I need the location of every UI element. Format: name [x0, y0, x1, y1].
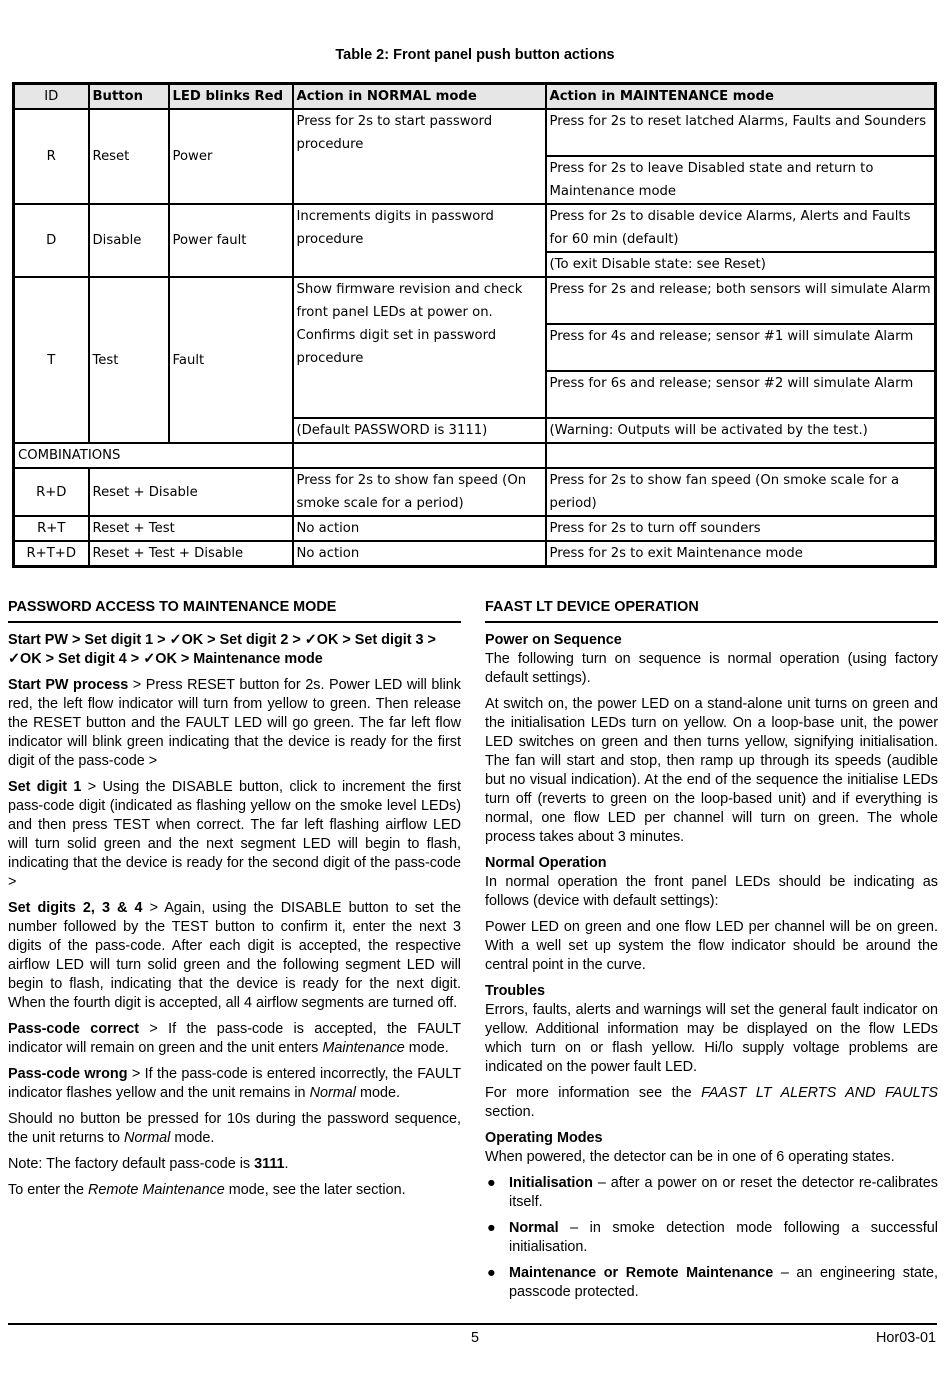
term: Normal: [509, 1220, 559, 1236]
text: To enter the: [8, 1182, 88, 1198]
subheading: Troubles: [485, 983, 545, 999]
cell-maintenance: (To exit Disable state: see Reset): [546, 252, 936, 277]
cell-button: Reset + Test: [89, 516, 293, 541]
bullet-icon: ●: [487, 1175, 496, 1191]
mode-name: Normal: [309, 1085, 356, 1101]
text: .: [284, 1156, 289, 1172]
text: Note: The factory default pass-code is: [8, 1156, 255, 1172]
cell-led: Power fault: [169, 204, 293, 277]
paragraph: [8, 899, 461, 1013]
list-item: [485, 1219, 938, 1257]
table-row: [14, 516, 936, 541]
cell-normal: Increments digits in password procedure: [293, 204, 546, 277]
device-operation-section: [485, 598, 938, 1309]
cell-normal: No action: [293, 541, 546, 567]
cell-maintenance: Press for 2s to disable device Alarms, Alerts and Faults for 60 min (default): [546, 204, 936, 252]
text: mode, see the later section.: [224, 1182, 406, 1198]
term: Set digits 2, 3 & 4: [8, 900, 143, 916]
cell-maintenance: Press for 2s to reset latched Alarms, Faults and Sounders: [546, 109, 936, 156]
cell-normal: Show firmware revision and check front panel LEDs at power on. Confirms digit set in password procedure: [293, 277, 546, 418]
text: Should no button be pressed for 10s during the password sequence, the unit returns to: [8, 1111, 461, 1146]
term: Maintenance or Remote Maintenance: [509, 1265, 774, 1281]
list-item: [485, 1174, 938, 1212]
text: > Again, using the DISABLE button to set the number followed by the TEST button to confirm it, enter the next 3 digits of the pass-code. After each digit is accepted, the respective airflow LED will turn solid green and the following segment LED will begin to flash, indicating that the device is ready for the next digit. When the fourth digit is accepted, all 4 airflow segments are turned off.: [8, 900, 461, 1011]
paragraph: When powered, the detector can be in one of 6 operating states.: [485, 1149, 895, 1165]
term: Pass-code correct: [8, 1021, 140, 1037]
cell-button: Reset + Test + Disable: [89, 541, 293, 567]
cell-id: D: [14, 204, 89, 277]
header-button: Button: [89, 84, 169, 110]
table-header-row: [14, 84, 936, 110]
cell-id: R+T: [14, 516, 89, 541]
cell-normal: Press for 2s to start password procedure: [293, 109, 546, 204]
term: Pass-code wrong: [8, 1066, 128, 1082]
paragraph: [8, 1155, 461, 1174]
cell-maintenance: Press for 6s and release; sensor #2 will simulate Alarm: [546, 371, 936, 418]
cell-id: R+T+D: [14, 541, 89, 567]
header-id: ID: [14, 84, 89, 110]
text: – after a power on or reset the detector re-calibrates itself.: [509, 1175, 938, 1210]
header-led: LED blinks Red: [169, 84, 293, 110]
text: mode.: [404, 1040, 449, 1056]
password-flow: [8, 631, 461, 669]
text: > Press RESET button for 2s. Power LED will blink red, the left flow indicator will turn from yellow to green. Then release the RESET button and the FAULT LED will go green. The far left flow indicator will blink green indicating that the device is ready for the first digit of the pass-code >: [8, 677, 461, 769]
section-heading: FAAST LT DEVICE OPERATION: [485, 598, 938, 623]
table-row: [14, 468, 936, 516]
table-row: [14, 443, 936, 468]
cell-id: R+D: [14, 468, 89, 516]
paragraph: [8, 778, 461, 892]
cell-id: T: [14, 277, 89, 443]
header-normal: Action in NORMAL mode: [293, 84, 546, 110]
cell-maintenance: Press for 2s to exit Maintenance mode: [546, 541, 936, 567]
paragraph: [8, 1181, 461, 1200]
cell-button: Reset: [89, 109, 169, 204]
password-section: [8, 598, 461, 1207]
text: section.: [485, 1104, 535, 1120]
section-ref: FAAST LT ALERTS AND FAULTS: [701, 1085, 938, 1101]
text: For more information see the: [485, 1085, 702, 1101]
mode-name: Remote Maintenance: [88, 1182, 225, 1198]
cell-id: R: [14, 109, 89, 204]
cell-led: Power: [169, 109, 293, 204]
document-id: Hor03-01: [876, 1330, 936, 1346]
cell-maintenance: Press for 2s and release; both sensors will simulate Alarm: [546, 277, 936, 324]
cell-normal: No action: [293, 516, 546, 541]
subheading: Operating Modes: [485, 1130, 603, 1146]
cell-button: Reset + Disable: [89, 468, 293, 516]
text: mode.: [170, 1130, 215, 1146]
subheading: Power on Sequence: [485, 632, 622, 648]
bullet-icon: ●: [487, 1220, 496, 1236]
paragraph: [8, 1065, 461, 1103]
cell-empty: [546, 443, 936, 468]
table-row: [14, 277, 936, 324]
section-heading: PASSWORD ACCESS TO MAINTENANCE MODE: [8, 598, 461, 623]
paragraph: The following turn on sequence is normal operation (using factory default settings).: [485, 651, 938, 686]
cell-maintenance: Press for 2s to turn off sounders: [546, 516, 936, 541]
mode-name: Maintenance: [322, 1040, 405, 1056]
cell-maintenance: (Warning: Outputs will be activated by the test.): [546, 418, 936, 443]
footer-divider: [8, 1323, 937, 1325]
text: mode.: [355, 1085, 400, 1101]
combinations-label: COMBINATIONS: [14, 443, 293, 468]
text: > If the pass-code is entered incorrectly, the FAULT indicator flashes yellow and the unit remains in: [8, 1066, 461, 1101]
text: > If the pass-code is accepted, the FAULT indicator will remain on green and the unit enters: [8, 1021, 461, 1056]
cell-maintenance: Press for 2s to show fan speed (On smoke scale for a period): [546, 468, 936, 516]
cell-button: Disable: [89, 204, 169, 277]
paragraph: [8, 1020, 461, 1058]
cell-normal-default: (Default PASSWORD is 3111): [293, 418, 546, 443]
passcode: 3111: [254, 1156, 285, 1172]
paragraph: [8, 1110, 461, 1148]
cell-button: Test: [89, 277, 169, 443]
push-button-table: [12, 82, 937, 568]
header-maintenance: Action in MAINTENANCE mode: [546, 84, 936, 110]
cell-led: Fault: [169, 277, 293, 443]
text: – an engineering state, passcode protected.: [509, 1265, 938, 1300]
cell-maintenance: Press for 2s to leave Disabled state and return to Maintenance mode: [546, 156, 936, 204]
bullet-icon: ●: [487, 1265, 496, 1281]
paragraph: [485, 1084, 938, 1122]
modes-list: [485, 1174, 938, 1302]
table-row: [14, 204, 936, 252]
mode-name: Normal: [124, 1130, 171, 1146]
table-row: [14, 109, 936, 156]
paragraph: In normal operation the front panel LEDs should be indicating as follows (device with default settings):: [485, 874, 938, 909]
cell-empty: [293, 443, 546, 468]
term: Initialisation: [509, 1175, 593, 1191]
term: Start PW process: [8, 677, 129, 693]
paragraph: [8, 676, 461, 771]
text: > Using the DISABLE button, click to increment the first pass-code digit (indicated as flashing yellow on the smoke level LEDs) and then press TEST when correct. The far left flashing airflow LED will turn solid green and the next segment LED will begin to flash, indicating that the device is ready for the second digit of the pass-code >: [8, 779, 461, 890]
flow-text: Start PW > Set digit 1 > ✓OK > Set digit 2 > ✓OK > Set digit 3 > ✓OK > Set digit 4 > ✓OK > Maintenance mode: [8, 632, 436, 667]
term: Set digit 1: [8, 779, 82, 795]
table-caption: Table 2: Front panel push button actions: [335, 47, 615, 63]
table-row: [14, 541, 936, 567]
cell-normal: Press for 2s to show fan speed (On smoke scale for a period): [293, 468, 546, 516]
subheading: Normal Operation: [485, 855, 607, 871]
paragraph: Errors, faults, alerts and warnings will set the general fault indicator on yellow. Additional information may be displayed on the flow LEDs which turn on or flash yellow. Hi/lo supply voltage problems are indicated on the power fault LED.: [485, 1002, 938, 1075]
paragraph: At switch on, the power LED on a stand-alone unit turns on green and the initialisation LEDs turn on yellow. On a loop-base unit, the power LED switches on green and then turns yellow, signifying initialisation. The fan will start and stop, then ramp up through its speeds (audible but no visual indication). At the end of the sequence the initialise LEDs turn off (reverts to green on the loop-based unit) and if everything is normal, one flow LED per channel will turn on green. The whole process takes about 3 minutes.: [485, 696, 938, 845]
paragraph: Power LED on green and one flow LED per channel will be on green. With a well set up system the flow indicator should be around the central point in the curve.: [485, 919, 938, 973]
text: – in smoke detection mode following a successful initialisation.: [509, 1220, 938, 1255]
page-number: 5: [470, 1330, 479, 1346]
cell-maintenance: Press for 4s and release; sensor #1 will simulate Alarm: [546, 324, 936, 371]
list-item: [485, 1264, 938, 1302]
